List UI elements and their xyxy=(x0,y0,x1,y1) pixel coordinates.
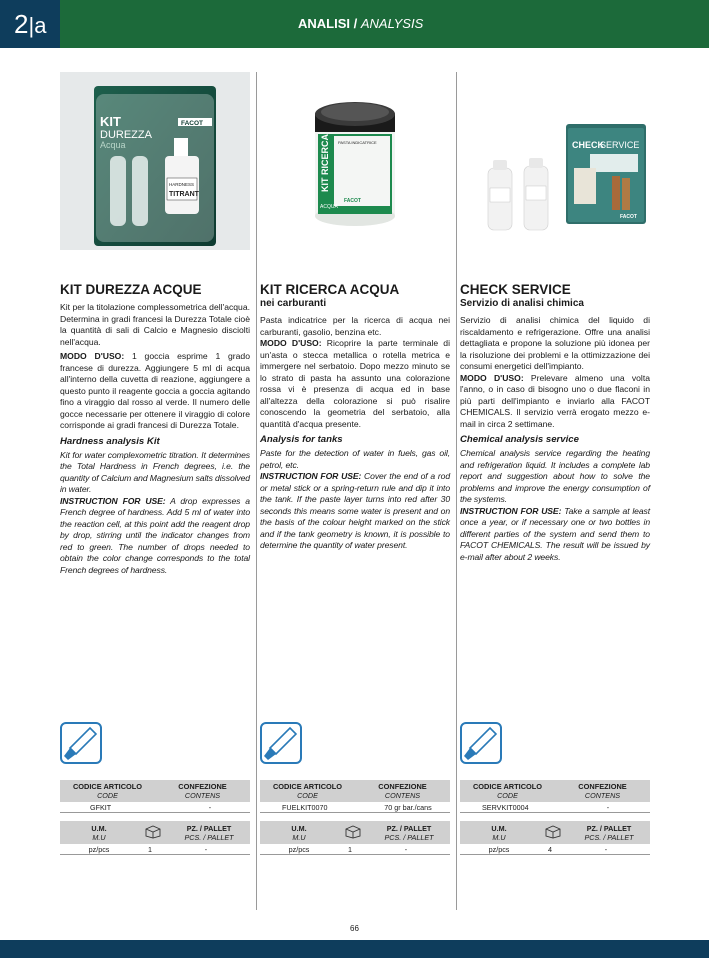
product-description-en: Chemical analysis service regarding the heating and refrigeration liquid. It includes a complete lab report and suggestion about how to solve the problems and improve the energy consumption of the systems. xyxy=(460,448,650,504)
photo-bottle-label2: TITRANT xyxy=(169,191,199,198)
product-photo xyxy=(60,72,250,250)
table-header: CODICE ARTICOLO CODE CONFEZIONE CONTENS xyxy=(60,780,250,802)
product-title-en: Analysis for tanks xyxy=(260,434,343,445)
box-icon xyxy=(138,825,168,841)
box-quantity: 1 xyxy=(348,845,352,854)
chapter-number: 2 xyxy=(14,9,29,39)
product-description-en: Paste for the detection of water in fuels, gas oil, petrol, etc. xyxy=(260,448,450,470)
blister-pack-image xyxy=(60,72,250,250)
product-contents: 70 gr bar./cans xyxy=(384,803,432,812)
product-description-en: Kit for water complexometric titration. It determines the Total Hardness in French degrees, i.e. the quantity of Calcium and Magnesium salts dissolved in water. xyxy=(60,449,250,494)
table-header: U.M. M.U PZ. / PALLET PCS. / PALLET xyxy=(60,821,250,844)
table-row xyxy=(60,802,250,813)
dipstick-icon xyxy=(260,722,302,764)
product-column-2 xyxy=(260,72,450,552)
paste-jar-image xyxy=(260,72,450,250)
dipstick-icon xyxy=(460,722,502,764)
product-usage-en: INSTRUCTION FOR USE: Cover the end of a rod or metal stick or a spring-return rule and dip it into the tank. If the paste layer turns into red after 30 seconds this means some water is present and on the basis of the colour height marked on the stick and if the tank geometry is known, it is possible to determine the quantity of water present. xyxy=(260,471,450,550)
table-header: U.M. M.U PZ. / PALLET PCS. / PALLET xyxy=(460,821,650,844)
photo-jar-brand: FACOT xyxy=(344,198,361,204)
product-contents: - xyxy=(208,803,212,812)
table-header: CODICE ARTICOLO CODE CONFEZIONE CONTENS xyxy=(460,780,650,802)
check-service-kit-image xyxy=(460,72,650,250)
table-row xyxy=(260,844,450,855)
table-row xyxy=(60,844,250,855)
table-row xyxy=(460,844,650,855)
table-header: U.M. M.U PZ. / PALLET PCS. / PALLET xyxy=(260,821,450,844)
product-photo xyxy=(460,72,650,250)
product-spec-table xyxy=(60,780,250,855)
table-row xyxy=(260,802,450,813)
product-column-3 xyxy=(460,72,650,563)
product-spec-table xyxy=(260,780,450,855)
product-usage-it: MODO D'USO: Prelevare almeno una volta l'anno, o in caso di bisogno uno o due flaconi in più parti dell'impianto e inviarlo alla FACOT CHEMICALS. Il servizio verrà erogato mezzo e-mail in circa 2 settimane. xyxy=(460,372,650,429)
photo-kit-label: KIT xyxy=(100,114,121,129)
product-title: KIT DUREZZA ACQUE xyxy=(60,282,202,297)
product-title-en: Hardness analysis Kit xyxy=(60,435,160,447)
product-subtitle: nei carburanti xyxy=(260,298,327,309)
photo-check-label: CHECK xyxy=(572,140,605,150)
pallet-quantity: - xyxy=(404,845,408,854)
product-usage-it: MODO D'USO: 1 goccia esprime 1 grado francese di durezza. Aggiungere 5 ml di acqua all'interno della cuvetta di reazione, aggiungere a questo punto il reagente goccia a goccia agitando fino a viraggio dal rosso al verde. Il numero delle gocce necessarie per ottenere il viraggio di colore corrisponde ai gradi francesi di Durezza Totale. xyxy=(60,351,250,430)
product-code: FUELKIT0070 xyxy=(282,803,328,812)
unit-measure: pz/pcs xyxy=(288,845,310,854)
box-quantity: 1 xyxy=(148,845,152,854)
photo-brand: FACOT xyxy=(181,120,204,127)
photo-kit-sub2: Acqua xyxy=(100,140,126,150)
box-quantity: 4 xyxy=(548,845,552,854)
photo-kit-sub: DUREZZA xyxy=(100,129,152,141)
page-header xyxy=(0,0,709,48)
product-column-1 xyxy=(60,72,250,576)
product-title: CHECK SERVICE xyxy=(460,282,571,297)
product-photo xyxy=(260,72,450,250)
section-title-en: ANALYSIS xyxy=(360,16,424,31)
product-usage-en: INSTRUCTION FOR USE: A drop expresses a French degree of hardness. Add 5 ml of water into the reaction cell, at this point add the reagent drop by drop, stirring until the indicator changes from red to green. The number of drops needed to obtain the color change corresponds to the total French degrees of hardness. xyxy=(60,495,250,575)
column-divider xyxy=(256,72,257,910)
product-description-it: Pasta indicatrice per la ricerca di acqua nei carburanti, gasolio, benzina etc. xyxy=(260,315,450,337)
unit-measure: pz/pcs xyxy=(488,845,510,854)
photo-jar-text: PASTA INDICATRICE xyxy=(338,140,377,145)
product-subtitle: Servizio di analisi chimica xyxy=(460,298,584,309)
chapter-badge: 2|a xyxy=(0,0,60,48)
product-title: KIT RICERCA ACQUA xyxy=(260,282,400,297)
section-title-sep: / xyxy=(350,16,361,31)
product-code: GFKIT xyxy=(90,803,112,812)
column-divider xyxy=(456,72,457,910)
product-description-it: Servizio di analisi chimica del liquido di riscaldamento e refrigerazione. Offre una analisi dettagliata e propone la soluzione più idonea per la risoluzione dei problemi e la ottimizzazione dei consumi energetici dell'impianto. xyxy=(460,315,650,371)
product-usage-it: MODO D'USO: Ricoprire la parte terminale di un'asta o stecca metallica o rotella metrica e immergere nel serbatoio. Dopo mezzo minuto se lo strato di pasta ha assunto una colorazione rossa vi è presenza di acqua ed in base all'altezza della colorazione si può risalire conoscendo la geometria del serbatoio, alla quantità d'acqua presente. xyxy=(260,338,450,429)
section-title xyxy=(298,0,423,48)
product-contents: - xyxy=(606,803,610,812)
photo-jar-sub: ACQUA xyxy=(320,204,338,210)
photo-service-label: SERVICE xyxy=(600,140,640,150)
pallet-quantity: - xyxy=(604,845,608,854)
box-icon xyxy=(538,825,568,841)
unit-measure: pz/pcs xyxy=(88,845,110,854)
section-title-it: ANALISI xyxy=(298,16,350,31)
box-icon xyxy=(338,825,368,841)
page-number: 66 xyxy=(350,924,359,933)
page-footer-bar xyxy=(0,940,709,958)
product-code: SERVKIT0004 xyxy=(482,803,529,812)
pallet-quantity: - xyxy=(204,845,208,854)
table-row xyxy=(460,802,650,813)
product-usage-en: INSTRUCTION FOR USE: Take a sample at least once a year, or if necessary one or two bottles in different parties of the system and send them to FACOT CHEMICALS. The result will be issued by e-mail after about 2 weeks. xyxy=(460,505,651,562)
product-title-en: Chemical analysis service xyxy=(460,434,579,445)
product-spec-table xyxy=(460,780,650,855)
photo-check-brand: FACOT xyxy=(620,214,637,220)
dipstick-icon xyxy=(60,722,102,764)
table-header: CODICE ARTICOLO CODE CONFEZIONE CONTENS xyxy=(260,780,450,802)
product-description-it: Kit per la titolazione complessometrica dell'acqua. Determina in gradi francesi la Durezza Totale cioè la quantità di sali di Calcio e Magnesio disciolti nell'acqua. xyxy=(60,302,250,347)
photo-bottle-label: HARDNESS xyxy=(169,182,195,187)
photo-jar-label: KIT RICERCA xyxy=(320,134,330,192)
chapter-letter: a xyxy=(34,13,47,38)
